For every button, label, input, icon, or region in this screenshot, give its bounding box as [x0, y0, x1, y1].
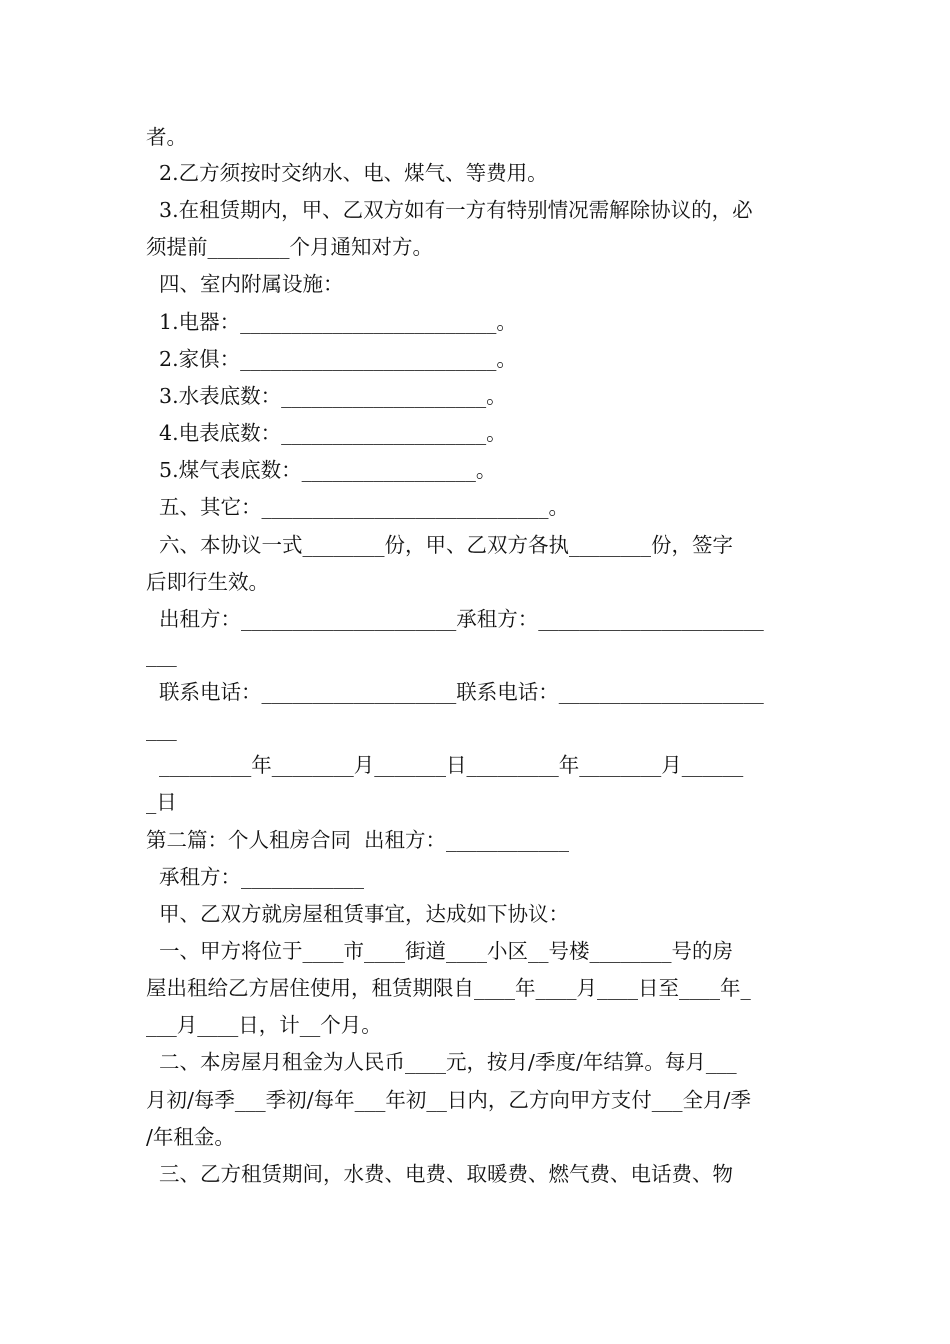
text-line: 5.煤气表底数：_________________。 [146, 458, 497, 482]
section-title: 第二篇：个人租房合同 出租方：____________ [146, 828, 570, 852]
phone-line: ___ [146, 717, 177, 741]
text-line: 2.乙方须按时交纳水、电、煤气、等费用。 [146, 161, 548, 185]
text-line: 一、甲方将位于____市____街道____小区__号楼________号的房 [146, 939, 734, 963]
text-line: 屋出租给乙方居住使用，租赁期限自____年____月____日至____年_ [146, 976, 751, 1000]
section-heading: 四、室内附属设施： [146, 272, 344, 296]
text-line: /年租金。 [146, 1125, 235, 1149]
text-line: 3.水表底数：____________________。 [146, 384, 507, 408]
signature-line: 出租方：_____________________承租方：______________________ [146, 607, 764, 631]
text-line: 六、本协议一式________份，甲、乙双方各执________份，签字 [146, 533, 734, 557]
text-line: ___月____日，计__个月。 [146, 1013, 382, 1037]
text-line: 月初/每季___季初/每年___年初__日内，乙方向甲方支付___全月/季 [146, 1088, 751, 1112]
text-line: 2.家俱：_________________________。 [146, 347, 517, 371]
text-line: 3.在租赁期内，甲、乙双方如有一方有特别情况需解除协议的，必 [146, 198, 753, 222]
section-heading: 五、其它：____________________________。 [146, 495, 570, 519]
text-line: 后即行生效。 [146, 570, 269, 594]
signature-line: ___ [146, 643, 177, 667]
phone-line: 联系电话：___________________联系电话：____________________ [146, 680, 764, 704]
text-line: 者。 [146, 125, 187, 149]
text-line: 三、乙方租赁期间，水费、电费、取暖费、燃气费、电话费、物 [146, 1162, 734, 1186]
text-line: 须提前________个月通知对方。 [146, 235, 433, 259]
text-line: 二、本房屋月租金为人民币____元，按月/季度/年结算。每月___ [146, 1050, 737, 1074]
text-line: 承租方：____________ [146, 865, 365, 889]
date-line: _日 [146, 790, 177, 814]
text-line: 1.电器：_________________________。 [146, 310, 517, 334]
text-line: 4.电表底数：____________________。 [146, 421, 507, 445]
date-line: _________年________月_______日_________年________月______ [146, 753, 744, 777]
text-line: 甲、乙双方就房屋租赁事宜，达成如下协议： [146, 902, 570, 926]
